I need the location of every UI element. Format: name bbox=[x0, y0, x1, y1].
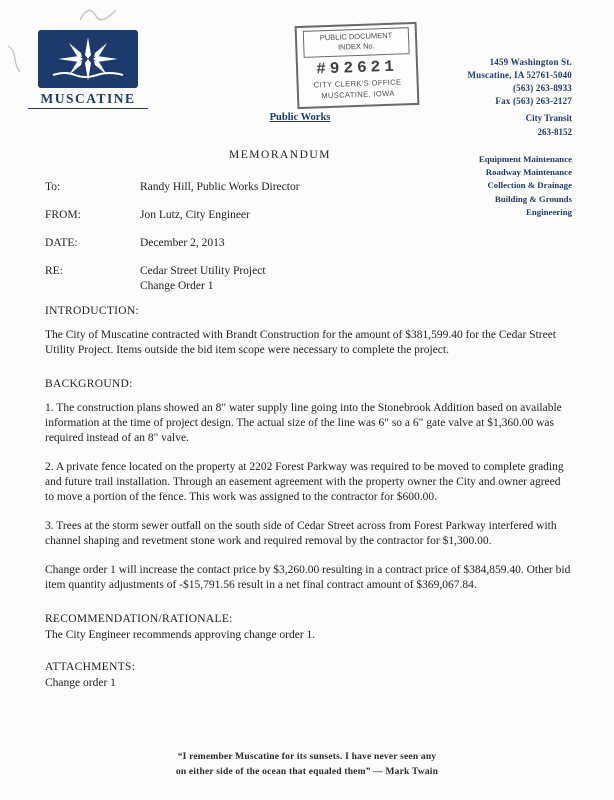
recommendation-heading: RECOMMENDATION/RATIONALE: bbox=[45, 613, 233, 625]
stamp-office-lines bbox=[299, 77, 418, 107]
muscatine-logo bbox=[38, 30, 138, 88]
logo-wordmark: MUSCATINE bbox=[40, 91, 136, 106]
field-label: RE: bbox=[45, 265, 63, 277]
sunburst-logo-icon bbox=[45, 35, 131, 83]
stamp-header bbox=[303, 27, 410, 58]
services-list bbox=[479, 153, 572, 219]
field-value: December 2, 2013 bbox=[140, 237, 225, 249]
service-item: Roadway Maintenance bbox=[485, 167, 572, 178]
field-value-line2: Change Order 1 bbox=[140, 280, 214, 292]
memo-body bbox=[45, 304, 572, 691]
service-item: Equipment Maintenance bbox=[478, 154, 572, 164]
quote-line-1: “I remember Muscatine for its sunsets. I have never seen any bbox=[177, 751, 437, 762]
service-item: Building & Grounds bbox=[494, 193, 572, 204]
stamp-index-label: INDEX No. bbox=[337, 41, 375, 52]
service-item: Collection & Drainage bbox=[487, 180, 572, 191]
change-order-summary: Change order 1 will increase the contact price by $3,260.00 resulting in a contract price of $384,859.40. Other bid item quantity adjustments of -$15,791.56 result in a net final contract amount of $369,067.84. bbox=[45, 564, 571, 591]
mark-twain-quote bbox=[0, 750, 614, 780]
quote-line-2: on either side of the ocean that equaled them” — Mark Twain bbox=[175, 766, 439, 777]
address-line: Muscatine, IA 52761-5040 bbox=[467, 70, 572, 81]
background-heading: BACKGROUND: bbox=[45, 378, 133, 390]
address-line: Fax (563) 263-2127 bbox=[495, 96, 572, 107]
field-label: To: bbox=[45, 181, 61, 193]
stamp-office: CITY CLERK'S OFFICE bbox=[313, 77, 402, 90]
introduction-heading: INTRODUCTION: bbox=[45, 305, 139, 317]
logo-underline bbox=[28, 108, 148, 109]
service-item: Engineering bbox=[526, 206, 572, 217]
city-transit-block bbox=[526, 112, 572, 140]
memo-fields bbox=[45, 180, 300, 307]
field-to bbox=[45, 180, 300, 195]
field-label: DATE: bbox=[45, 237, 78, 249]
department-title: Public Works bbox=[269, 112, 331, 123]
field-label: FROM: bbox=[45, 209, 81, 221]
address-line: 1459 Washington St. bbox=[489, 57, 572, 67]
transit-phone: 263-8152 bbox=[537, 126, 572, 137]
stamp-city: MUSCATINE, IOWA bbox=[321, 88, 395, 101]
background-item-2: 2. A private fence located on the property at 2202 Forest Parkway was required to be moved to complete grading and future trail installation. Through an easement agreement with the property owner the City and owner agreed to move a portion of the fence. This work was assigned to the contractor for $600.00. bbox=[45, 461, 564, 503]
address-block bbox=[467, 56, 572, 108]
field-re bbox=[45, 264, 300, 294]
attachments-text: Change order 1 bbox=[45, 677, 116, 689]
memorandum-title: MEMORANDUM bbox=[229, 149, 331, 161]
field-date bbox=[45, 236, 300, 251]
background-item-1: 1. The construction plans showed an 8" water supply line going into the Stonebrook Addition based on available information at the time of project design. The actual size of the line was 6" so a 6" gate valve at $1,360.00 was required instead of an 8" valve. bbox=[45, 402, 562, 444]
stamp-index-number: #92621 bbox=[315, 57, 399, 79]
recommendation-text: The City Engineer recommends approving change order 1. bbox=[45, 629, 316, 641]
city-clerk-stamp bbox=[295, 22, 420, 109]
letterhead bbox=[0, 0, 614, 300]
address-line: (563) 263-8933 bbox=[512, 83, 572, 94]
field-from bbox=[45, 208, 300, 223]
attachments-heading: ATTACHMENTS: bbox=[45, 661, 136, 673]
field-value: Randy Hill, Public Works Director bbox=[140, 181, 300, 193]
stamp-title: PUBLIC DOCUMENT bbox=[319, 30, 393, 43]
field-value: Jon Lutz, City Engineer bbox=[140, 209, 250, 221]
introduction-paragraph: The City of Muscatine contracted with Brandt Construction for the amount of $381,599.40 for the Cedar Street Utility Project. Items outside the bid item scope were necessary to complete the project. bbox=[45, 329, 556, 356]
transit-name: City Transit bbox=[525, 113, 572, 123]
field-value: Cedar Street Utility Project bbox=[140, 265, 266, 277]
background-item-3: 3. Trees at the storm sewer outfall on the south side of Cedar Street across from Forest Parkway interfered with channel shaping and revetment stone work and required removal by the contractor for $1,300.00. bbox=[45, 520, 557, 547]
